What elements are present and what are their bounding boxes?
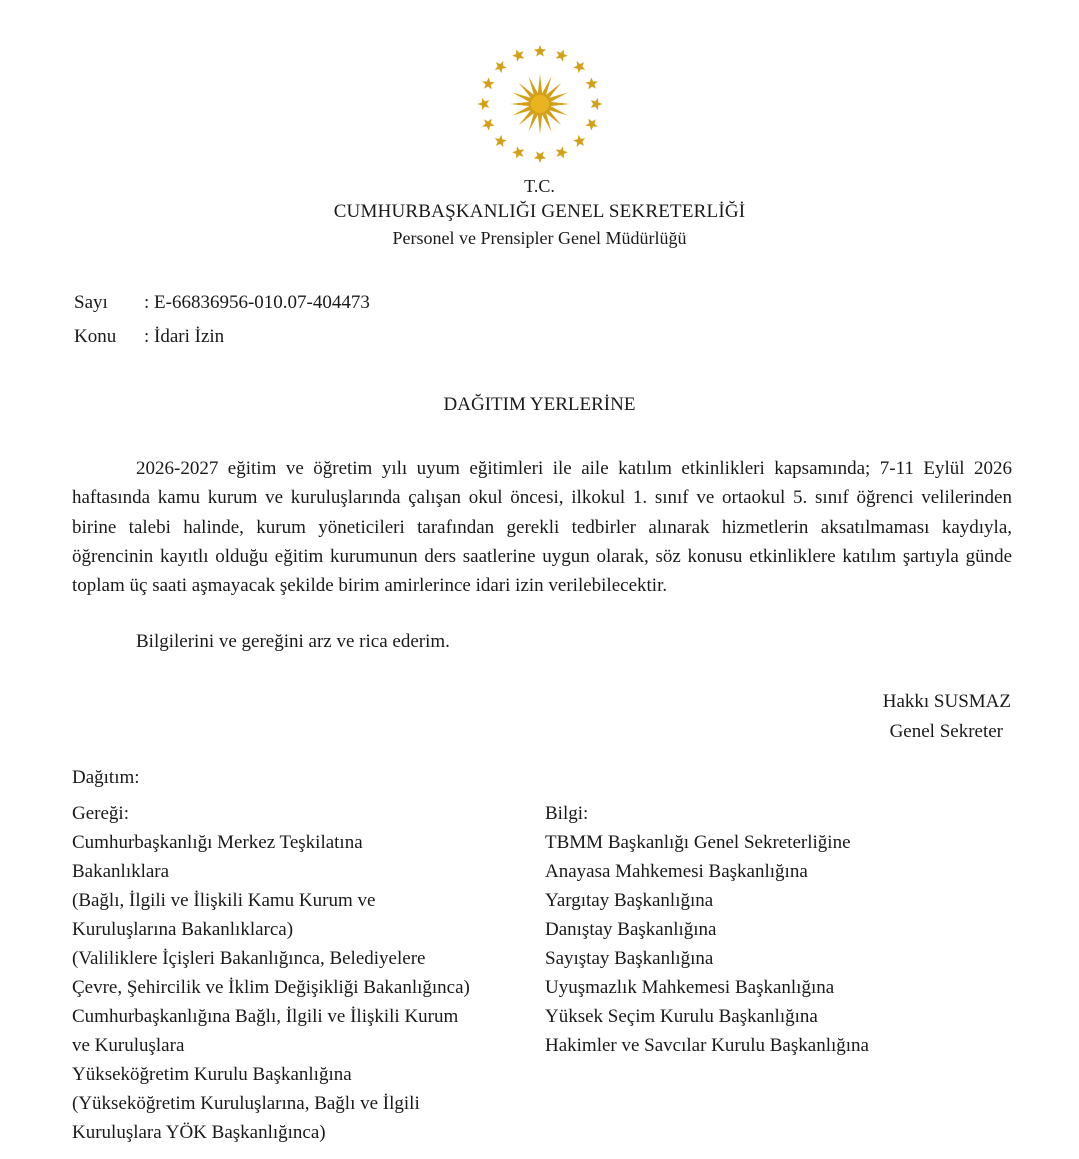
star-icon — [512, 49, 524, 61]
konu-value: : İdari İzin — [144, 326, 225, 347]
body-paragraph-1: 2026-2027 eğitim ve öğretim yılı uyum eğitimleri ile aile katılım etkinlikleri kapsamında; 7-11 Eylül 2026 haftasında kamu kurum ve kuruluşlarında çalışan okul öncesi, ilkokul 1. sınıf ve ortaokul 5. sınıf öğrenci velilerinden birine talebi halinde, kurum yöneticileri tarafından gerekli tedbirler alınarak hizmetlerin aksatılmaması kaydıyla, öğrencinin kayıtlı olduğu eğitim kurumunun ders saatlerine uygun olarak, söz konusu etkinliklere katılım şartıyla günde toplam üç saati aşmayacak şekilde birim amirlerince idari izin verilebilecektir. — [72, 458, 1012, 597]
gereği-line: Kuruluşlarına Bakanlıklarca) — [72, 919, 294, 940]
gereği-line: Çevre, Şehircilik ve İklim Değişikliği Bakanlığınca) — [72, 977, 470, 998]
body-paragraph-2: Bilgilerini ve gereğini arz ve rica ederim. — [136, 631, 450, 652]
star-icon — [556, 146, 568, 158]
distribution-gereği — [72, 799, 542, 1147]
star-icon — [585, 119, 597, 131]
gereği-line: Cumhurbaşkanlığına Bağlı, İlgili ve İlişkili Kurum — [72, 1006, 459, 1027]
star-icon — [556, 49, 568, 61]
star-icon — [573, 61, 585, 73]
star-icon — [534, 151, 546, 163]
star-icon — [478, 98, 490, 110]
star-icon — [512, 146, 524, 158]
bilgi-line: Danıştay Başkanlığına — [545, 919, 717, 940]
sayi-label: Sayı — [74, 292, 108, 313]
gereği-heading: Gereği: — [72, 803, 129, 824]
bilgi-line: Sayıştay Başkanlığına — [545, 948, 714, 969]
distribution-heading: Dağıtım: — [72, 767, 140, 788]
star-icon — [534, 45, 546, 57]
meta-konu — [74, 326, 224, 348]
gereği-line: ve Kuruluşlara — [72, 1035, 185, 1056]
gereği-line: Bakanlıklara — [72, 861, 170, 882]
star-icon — [585, 77, 597, 89]
presidential-seal-icon — [468, 36, 612, 172]
bilgi-line: Yüksek Seçim Kurulu Başkanlığına — [545, 1006, 818, 1027]
star-icon — [495, 61, 507, 73]
bilgi-heading: Bilgi: — [545, 803, 589, 824]
gereği-line: Yükseköğretim Kurulu Başkanlığına — [72, 1064, 352, 1085]
gereği-line: (Valiliklere İçişleri Bakanlığınca, Belediyelere — [72, 948, 426, 969]
gereği-line: (Bağlı, İlgili ve İlişkili Kamu Kurum ve — [72, 890, 376, 911]
gereği-line: (Yükseköğretim Kuruluşlarına, Bağlı ve İlgili — [72, 1093, 420, 1114]
sun-icon — [510, 74, 570, 134]
star-icon — [482, 119, 494, 131]
header-organization: CUMHURBAŞKANLIĞI GENEL SEKRETERLİĞİ — [333, 201, 746, 222]
recipient-heading: DAĞITIM YERLERİNE — [443, 394, 636, 415]
bilgi-line: Anayasa Mahkemesi Başkanlığına — [545, 861, 808, 882]
bilgi-line: Uyuşmazlık Mahkemesi Başkanlığına — [545, 977, 835, 998]
star-icon — [495, 135, 507, 147]
sun-core — [531, 95, 549, 113]
distribution-bilgi — [545, 799, 1025, 1060]
header-department: Personel ve Prensipler Genel Müdürlüğü — [392, 228, 687, 248]
konu-label: Konu — [74, 326, 117, 347]
gereği-line: Cumhurbaşkanlığı Merkez Teşkilatına — [72, 832, 363, 853]
bilgi-line: TBMM Başkanlığı Genel Sekreterliğine — [545, 832, 851, 853]
bilgi-line: Hakimler ve Savcılar Kurulu Başkanlığına — [545, 1035, 869, 1056]
header-tc: T.C. — [524, 176, 555, 196]
meta-sayi — [74, 292, 370, 314]
star-icon — [591, 98, 603, 110]
gereği-line: Kuruluşlara YÖK Başkanlığınca) — [72, 1122, 326, 1143]
sayi-value: : E-66836956-010.07-404473 — [144, 292, 370, 313]
signatory-name: Hakkı SUSMAZ — [882, 691, 1011, 712]
star-icon — [573, 135, 585, 147]
bilgi-line: Yargıtay Başkanlığına — [545, 890, 714, 911]
signatory-title: Genel Sekreter — [889, 721, 1003, 742]
star-icon — [482, 77, 494, 89]
